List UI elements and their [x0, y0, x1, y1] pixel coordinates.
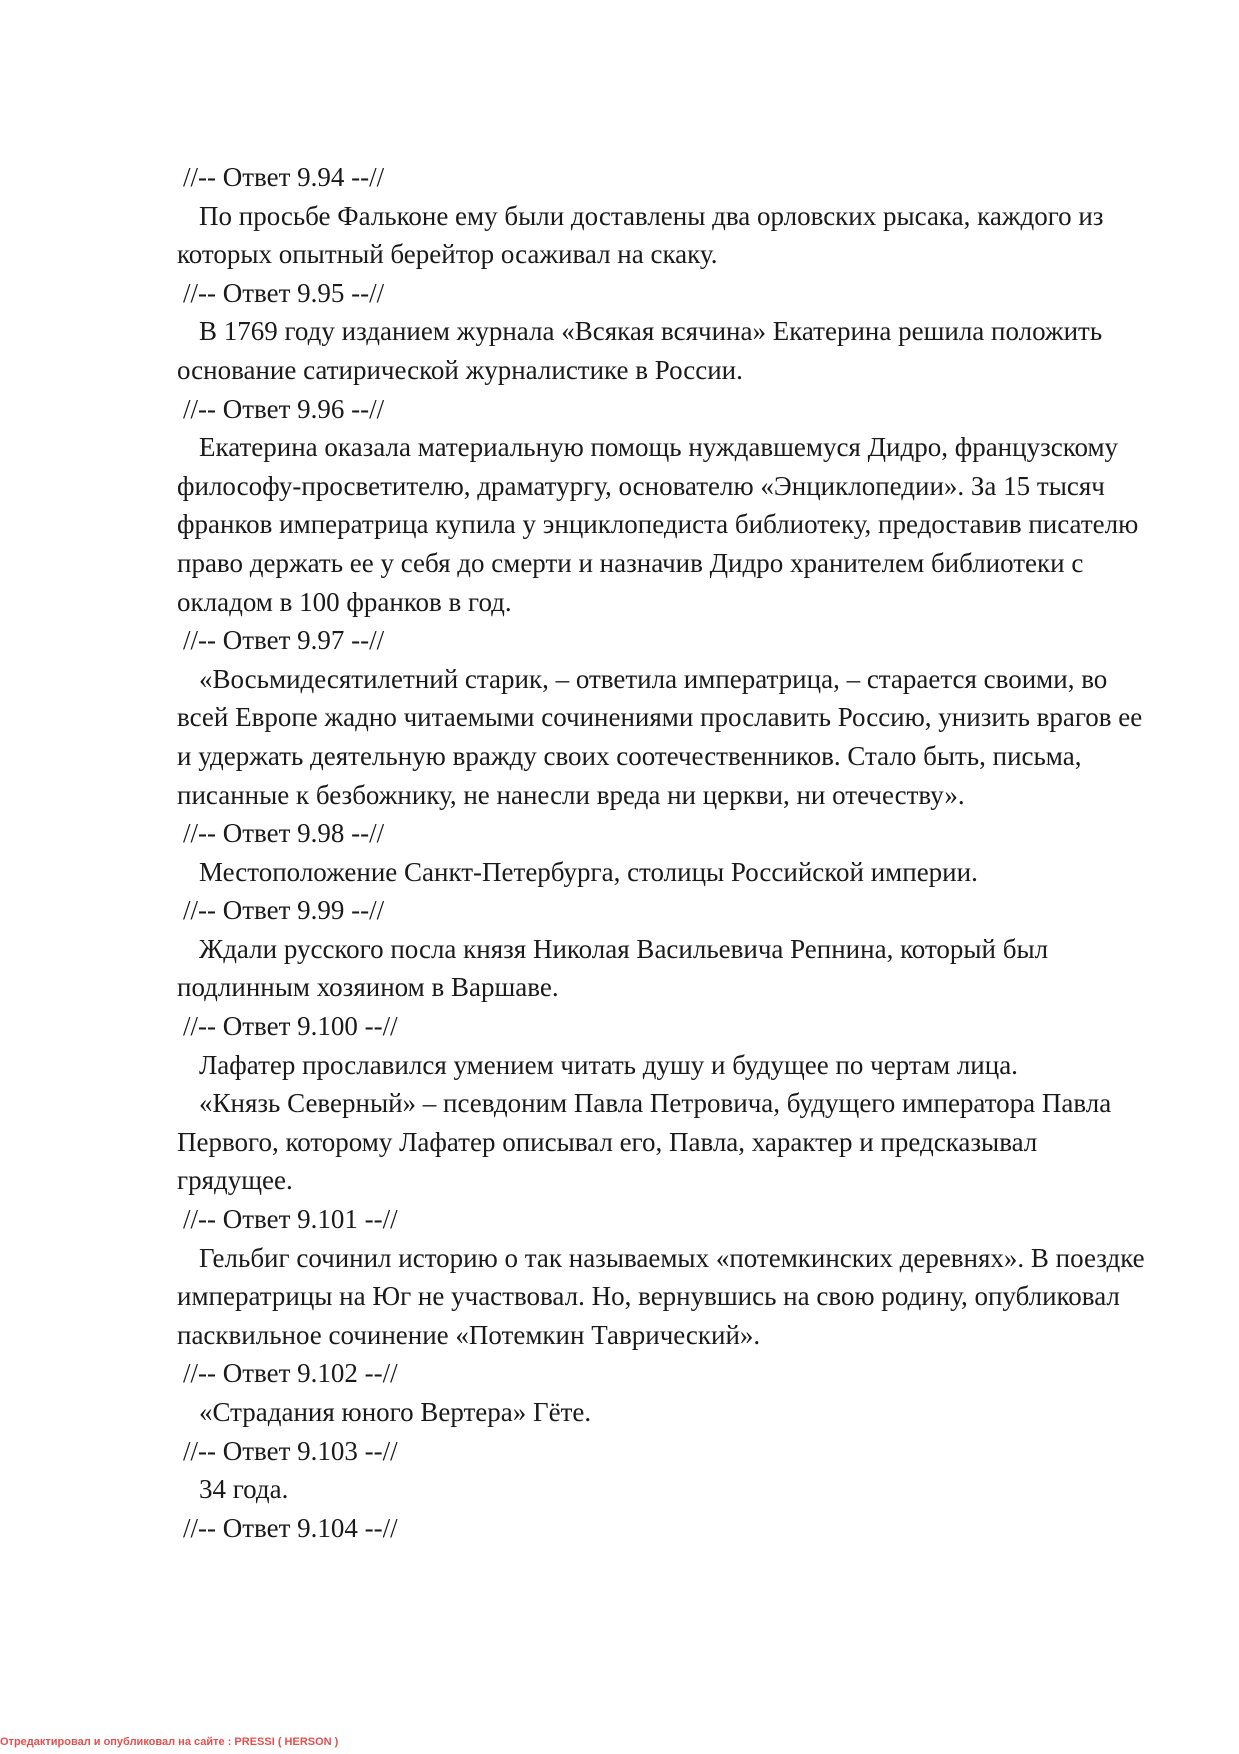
document-body: [177, 158, 1157, 1547]
answer-header: //-- Ответ 9.102 --//: [183, 1358, 398, 1389]
answer-paragraph: Екатерина оказала материальную помощь нуждавшемуся Дидро, французскому философу-просветителю, драматургу, основателю «Энциклопедии». За 15 тысяч франков императрица купила у энциклопедиста библиотеку, предоставив писателю право держать ее у себя до смерти и назначив Дидро хранителем библиотеки с окладом в 100 франков в год.: [177, 432, 1139, 617]
answer-header: //-- Ответ 9.95 --//: [183, 277, 385, 308]
answer-paragraph: 34 года.: [199, 1474, 289, 1505]
answer-paragraph: По просьбе Фальконе ему были доставлены два орловских рысака, каждого из которых опытный берейтор осаживал на скаку.: [177, 200, 1104, 270]
answer-header: //-- Ответ 9.94 --//: [183, 162, 385, 192]
answer-paragraph: «Восьмидесятилетний старик, – ответила императрица, – старается своими, во всей Европе жадно читаемыми сочинениями прославить Россию, унизить врагов ее и удержать деятельную вражду своих соотечественников. Стало быть, письма, писанные к безбожнику, не нанесли вреда ни церкви, ни отечеству».: [177, 663, 1143, 810]
answer-paragraph: «Страдания юного Вертера» Гёте.: [199, 1397, 592, 1427]
answer-header: //-- Ответ 9.103 --//: [183, 1435, 398, 1466]
footer-credit: Отредактировал и опубликовал на сайте : PRESSI ( HERSON ): [0, 1736, 339, 1748]
answer-header: //-- Ответ 9.99 --//: [183, 895, 385, 926]
answer-paragraph: В 1769 году изданием журнала «Всякая всячина» Екатерина решила положить основание сатирической журналистике в России.: [177, 316, 1103, 385]
answer-paragraph: Местоположение Санкт-Петербурга, столицы Российской империи.: [199, 856, 978, 887]
answer-header: //-- Ответ 9.100 --//: [183, 1011, 398, 1042]
answer-header: //-- Ответ 9.97 --//: [183, 625, 385, 656]
answer-header: //-- Ответ 9.96 --//: [183, 393, 385, 424]
answer-header: //-- Ответ 9.101 --//: [183, 1204, 398, 1235]
answer-header: //-- Ответ 9.98 --//: [183, 818, 385, 849]
answer-header: //-- Ответ 9.104 --//: [183, 1512, 398, 1543]
answer-paragraph: Гельбиг сочинил историю о так называемых «потемкинских деревнях». В поездке императрицы на Юг не участвовал. Но, вернувшись на свою родину, опубликовал пасквильное сочинение «Потемкин Таврический».: [177, 1242, 1145, 1350]
answer-paragraph: Ждали русского посла князя Николая Васильевича Репнина, который был подлинным хозяином в Варшаве.: [177, 933, 1049, 1003]
answer-paragraph: «Князь Северный» – псевдоним Павла Петровича, будущего императора Павла Первого, которому Лафатер описывал его, Павла, характер и предсказывал грядущее.: [177, 1088, 1112, 1196]
answer-paragraph: Лафатер прославился умением читать душу и будущее по чертам лица.: [199, 1049, 1018, 1080]
